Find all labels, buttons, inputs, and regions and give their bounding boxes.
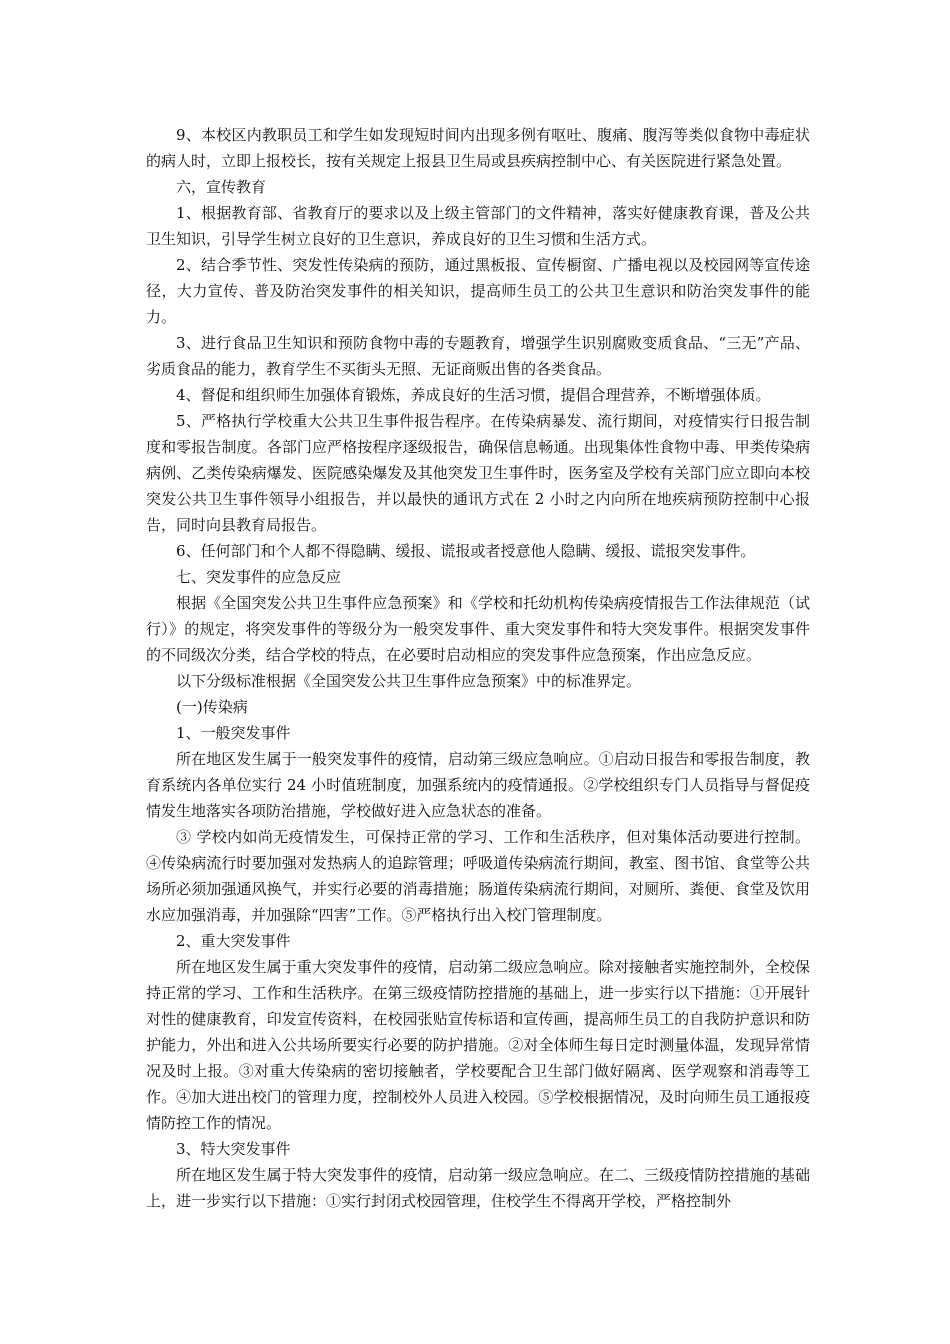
paragraph-extraordinary-event: 所在地区发生属于特大突发事件的疫情，启动第一级应急响应。在二、三级疫情防控措施的基础上，进一步实行以下措施：①实行封闭式校园管理，住校学生不得离开学校，严格控制外 — [146, 1166, 810, 1210]
paragraph-publicity-5: 5、严格执行学校重大公共卫生事件报告程序。在传染病暴发、流行期间，对疫情实行日报告制度和零报告制度。各部门应严格按程序逐级报告，确保信息畅通。出现集体性食物中毒、甲类传染病病例、乙类传染病爆发、医院感染爆发及其他突发卫生事件时，医务室及学校有关部门应立即向本校突发公共卫生事件领导小组报告，并以最快的通讯方式在 2 小时之内向所在地疾病预防控制中心报告，同时向县教育局报告。 — [146, 412, 810, 534]
subheading-major-event: 2、重大突发事件 — [176, 932, 291, 950]
paragraph-grading-standard: 以下分级标准根据《全国突发公共卫生事件应急预案》中的标准界定。 — [176, 672, 642, 690]
paragraph-publicity-1: 1、根据教育部、省教育厅的要求以及上级主管部门的文件精神，落实好健康教育课，普及公共卫生知识，引导学生树立良好的卫生意识，养成良好的卫生习惯和生活方式。 — [146, 204, 810, 248]
paragraph-item-9: 9、本校区内教职员工和学生如发现短时间内出现多例有呕吐、腹痛、腹泻等类似食物中毒症状的病人时，立即上报校长，按有关规定上报县卫生局或县疾病控制中心、有关医院进行紧急处置。 — [146, 126, 810, 170]
document-page — [146, 122, 810, 1214]
subheading-infectious-disease: (一)传染病 — [176, 698, 248, 716]
paragraph-general-event-1: 所在地区发生属于一般突发事件的疫情，启动第三级应急响应。①启动日报告和零报告制度，教育系统内各单位实行 24 小时值班制度，加强系统内的疫情通报。②学校组织专门人员指导与督促疫情发生地落实各项防治措施，学校做好进入应急状态的准备。 — [146, 750, 810, 820]
paragraph-major-event: 所在地区发生属于重大突发事件的疫情，启动第二级应急响应。除对接触者实施控制外，全校保持正常的学习、工作和生活秩序。在第三级疫情防控措施的基础上，进一步实行以下措施：①开展针对性的健康教育，印发宣传资料，在校园张贴宣传标语和宣传画，提高师生员工的自我防护意识和防护能力，外出和进入公共场所要实行必要的防护措施。②对全体师生每日定时测量体温，发现异常情况及时上报。③对重大传染病的密切接触者，学校要配合卫生部门做好隔离、医学观察和消毒等工作。④加大进出校门的管理力度，控制校外人员进入校园。⑤学校根据情况，及时向师生员工通报疫情防控工作的情况。 — [146, 958, 810, 1132]
paragraph-emergency-intro: 根据《全国突发公共卫生事件应急预案》和《学校和托幼机构传染病疫情报告工作法律规范（试行）》的规定，将突发事件的等级分为一般突发事件、重大突发事件和特大突发事件。根据突发事件的不同级次分类，结合学校的特点，在必要时启动相应的突发事件应急预案，作出应急反应。 — [146, 594, 810, 664]
subheading-extraordinary-event: 3、特大突发事件 — [176, 1140, 291, 1158]
subheading-general-event: 1、一般突发事件 — [176, 724, 291, 742]
paragraph-general-event-2: ③ 学校内如尚无疫情发生，可保持正常的学习、工作和生活秩序，但对集体活动要进行控制。④传染病流行时要加强对发热病人的追踪管理；呼吸道传染病流行期间，教室、图书馆、食堂等公共场所必须加强通风换气，并实行必要的消毒措施；肠道传染病流行期间，对厕所、粪便、食堂及饮用水应加强消毒，并加强除“四害”工作。⑤严格执行出入校门管理制度。 — [146, 828, 810, 924]
paragraph-publicity-2: 2、结合季节性、突发性传染病的预防，通过黑板报、宣传橱窗、广播电视以及校园网等宣传途径，大力宣传、普及防治突发事件的相关知识，提高师生员工的公共卫生意识和防治突发事件的能力。 — [146, 256, 810, 326]
section-heading-emergency-response: 七、突发事件的应急反应 — [176, 568, 342, 586]
paragraph-publicity-3: 3、进行食品卫生知识和预防食物中毒的专题教育，增强学生识别腐败变质食品、“三无”产品、劣质食品的能力，教育学生不买街头无照、无证商贩出售的各类食品。 — [146, 334, 810, 378]
paragraph-publicity-4: 4、督促和组织师生加强体育锻炼，养成良好的生活习惯，提倡合理营养，不断增强体质。 — [176, 386, 771, 404]
section-heading-publicity-education: 六，宣传教育 — [176, 178, 267, 196]
paragraph-publicity-6: 6、任何部门和个人都不得隐瞒、缓报、谎报或者授意他人隐瞒、缓报、谎报突发事件。 — [176, 542, 756, 560]
